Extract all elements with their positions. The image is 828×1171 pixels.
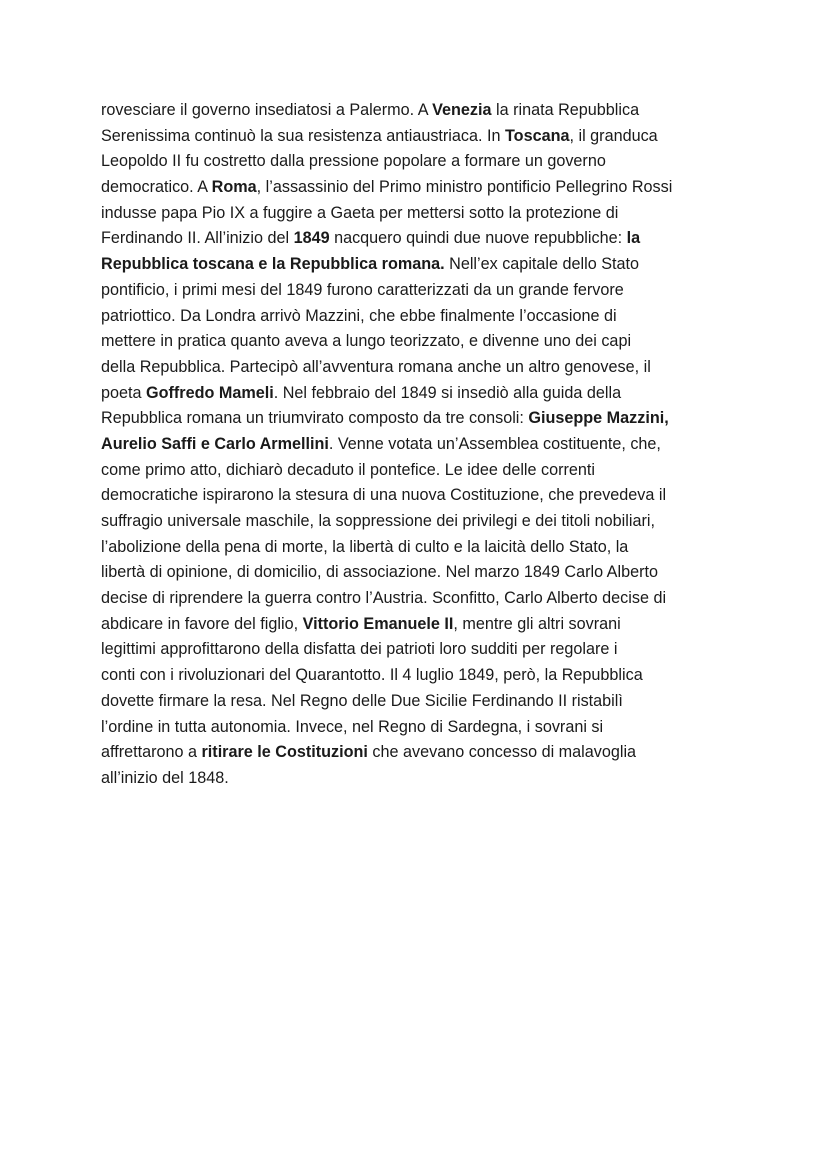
text-run: all’inizio del 1848. bbox=[101, 768, 229, 787]
text-run: Nell’ex capitale dello Stato bbox=[444, 255, 640, 274]
text-line bbox=[101, 381, 741, 407]
text-run: . Venne votata un’Assemblea costituente, che, bbox=[328, 434, 661, 453]
text-run: Leopoldo II fu costretto dalla pressione popolare a formare un governo bbox=[101, 152, 606, 171]
bold-text-run: Giuseppe Mazzini, bbox=[528, 409, 669, 428]
text-line bbox=[101, 98, 741, 124]
text-line bbox=[101, 124, 741, 150]
text-run: . Nel febbraio del 1849 si insediò alla guida della bbox=[273, 383, 622, 402]
text-line bbox=[101, 483, 741, 509]
text-line bbox=[101, 175, 741, 201]
text-line bbox=[101, 509, 741, 535]
text-run: Ferdinando II. All’inizio del bbox=[101, 229, 294, 248]
text-run: la rinata Repubblica bbox=[491, 101, 640, 119]
bold-text-run: la bbox=[626, 229, 641, 248]
text-run: l’ordine in tutta autonomia. Invece, nel Regno di Sardegna, i sovrani si bbox=[101, 717, 604, 736]
text-line bbox=[101, 252, 741, 278]
text-run: come primo atto, dichiarò decaduto il pontefice. Le idee delle correnti bbox=[101, 460, 596, 479]
text-line bbox=[101, 663, 741, 689]
text-run: pontificio, i primi mesi del 1849 furono caratterizzati da un grande fervore bbox=[101, 280, 624, 299]
text-line bbox=[101, 612, 741, 638]
text-line bbox=[101, 149, 741, 175]
bold-text-run: Venezia bbox=[432, 101, 492, 119]
text-line bbox=[101, 586, 741, 612]
text-run: , mentre gli altri sovrani bbox=[453, 614, 621, 633]
text-run: , l’assassinio del Primo ministro pontificio Pellegrino Rossi bbox=[256, 178, 673, 197]
bold-text-run: Aurelio Saffi e Carlo Armellini bbox=[101, 434, 329, 453]
text-run: rovesciare il governo insediatosi a Palermo. A bbox=[101, 101, 433, 119]
text-line bbox=[101, 715, 741, 741]
text-run: l’abolizione della pena di morte, la libertà di culto e la laicità dello Stato, la bbox=[101, 537, 629, 556]
text-run: legittimi approfittarono della disfatta dei patrioti loro sudditi per regolare i bbox=[101, 640, 618, 659]
text-line bbox=[101, 458, 741, 484]
text-line bbox=[101, 329, 741, 355]
text-run: dovette firmare la resa. Nel Regno delle Due Sicilie Ferdinando II ristabilì bbox=[101, 691, 623, 710]
text-run: indusse papa Pio IX a fuggire a Gaeta per mettersi sotto la protezione di bbox=[101, 203, 619, 222]
bold-text-run: Vittorio Emanuele II bbox=[302, 614, 454, 633]
bold-text-run: 1849 bbox=[293, 229, 330, 248]
text-line bbox=[101, 226, 741, 252]
text-run: affrettarono a bbox=[101, 743, 202, 762]
bold-text-run: Goffredo Mameli bbox=[146, 383, 274, 402]
text-run: libertà di opinione, di domicilio, di associazione. Nel marzo 1849 Carlo Alberto bbox=[101, 563, 658, 582]
text-line bbox=[101, 201, 741, 227]
text-line bbox=[101, 637, 741, 663]
bold-text-run: Roma bbox=[211, 178, 257, 197]
text-line bbox=[101, 740, 741, 766]
body-paragraph bbox=[101, 98, 741, 792]
text-run: Repubblica romana un triumvirato composto da tre consoli: bbox=[101, 409, 529, 428]
text-run: della Repubblica. Partecipò all’avventura romana anche un altro genovese, il bbox=[101, 357, 651, 376]
text-run: conti con i rivoluzionari del Quarantotto. Il 4 luglio 1849, però, la Repubblica bbox=[101, 666, 643, 685]
text-run: patriottico. Da Londra arrivò Mazzini, che ebbe finalmente l’occasione di bbox=[101, 306, 617, 325]
text-run: decise di riprendere la guerra contro l’Austria. Sconfitto, Carlo Alberto decise di bbox=[101, 589, 667, 608]
bold-text-run: Repubblica toscana e la Repubblica romana. bbox=[101, 255, 445, 274]
text-run: abdicare in favore del figlio, bbox=[101, 614, 303, 633]
text-line bbox=[101, 766, 741, 792]
text-run: , il granduca bbox=[569, 126, 658, 145]
text-line bbox=[101, 406, 741, 432]
text-line bbox=[101, 432, 741, 458]
text-run: poeta bbox=[101, 383, 147, 402]
text-run: nacquero quindi due nuove repubbliche: bbox=[329, 229, 627, 248]
text-run: suffragio universale maschile, la soppressione dei privilegi e dei titoli nobiliari, bbox=[101, 512, 655, 530]
text-line bbox=[101, 304, 741, 330]
text-line bbox=[101, 689, 741, 715]
bold-text-run: ritirare le Costituzioni bbox=[201, 743, 368, 762]
text-line bbox=[101, 535, 741, 561]
text-run: democratico. A bbox=[101, 178, 212, 197]
text-run: Serenissima continuò la sua resistenza antiaustriaca. In bbox=[101, 126, 505, 145]
text-line bbox=[101, 355, 741, 381]
bold-text-run: Toscana bbox=[505, 126, 570, 145]
text-run: che avevano concesso di malavoglia bbox=[367, 743, 637, 762]
text-run: mettere in pratica quanto aveva a lungo teorizzato, e divenne uno dei capi bbox=[101, 332, 632, 351]
text-line bbox=[101, 560, 741, 586]
text-run: democratiche ispirarono la stesura di una nuova Costituzione, che prevedeva il bbox=[101, 486, 667, 505]
text-line bbox=[101, 278, 741, 304]
